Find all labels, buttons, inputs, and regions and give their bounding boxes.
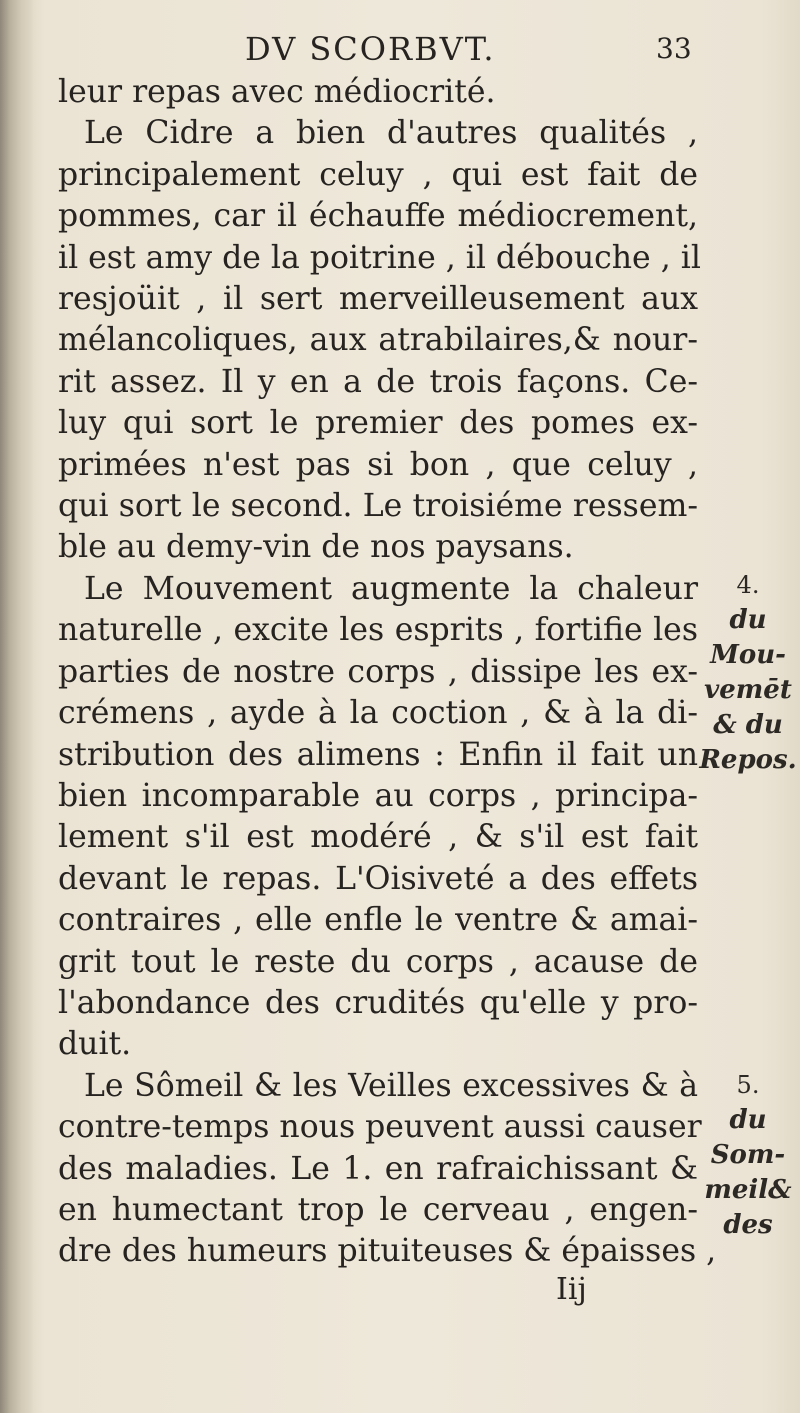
text-line: qui sort le second. Le troisiéme ressem- (58, 488, 698, 525)
text-line: leur repas avec médiocrité. (58, 74, 496, 110)
text-line: des maladies. Le 1. en rafraichissant & (58, 1150, 698, 1187)
running-head-title: DV SCORBVT. (245, 30, 496, 68)
side-note-line: meil& (704, 1175, 792, 1205)
side-note-line: Repos. (699, 745, 797, 775)
side-note-mouvement (698, 568, 798, 778)
text-line: mélancoliques, aux atrabilaires,& nour- (58, 322, 698, 359)
text-line: Le Sômeil & les Veilles excessives & à (84, 1067, 698, 1104)
text-line: dre des humeurs pituiteuses & épaisses , (58, 1233, 717, 1270)
paragraph-continuation (58, 72, 698, 113)
text-line: pommes, car il échauffe médiocrement, (58, 198, 698, 235)
page-number: 33 (656, 32, 692, 65)
paragraph-someil (58, 1066, 717, 1273)
text-line: en humectant trop le cerveau , engen- (58, 1191, 698, 1228)
text-line: contraires , elle enfle le ventre & amai- (58, 902, 698, 939)
side-note-someil (698, 1068, 798, 1243)
text-line: parties de nostre corps , dissipe les ex- (58, 653, 698, 690)
side-note-line: vemēt (704, 675, 792, 705)
side-note-line: du (729, 1105, 767, 1135)
side-note-line: Mou- (710, 640, 786, 670)
text-line: rit assez. Il y en a de trois façons. Ce- (58, 363, 698, 400)
text-line: contre-temps nous peuvent aussi causer (58, 1109, 702, 1146)
running-head (0, 30, 800, 70)
side-note-line: & du (713, 710, 783, 740)
text-line: l'abondance des crudités qu'elle y pro- (58, 984, 698, 1021)
text-line: crémens , ayde à la coction , & à la di- (58, 695, 698, 732)
side-note-number: 4. (736, 571, 760, 599)
text-line: stribution des alimens : Enfin il fait un (58, 736, 698, 773)
side-note-number: 5. (736, 1071, 760, 1099)
text-line: duit. (58, 1026, 132, 1063)
signature-mark: Iij (556, 1272, 587, 1307)
text-line: principalement celuy , qui est fait de (58, 156, 698, 193)
text-line: Le Mouvement augmente la chaleur (84, 570, 698, 607)
text-line: grit tout le reste du corps , acause de (58, 943, 698, 980)
paragraph-cidre (58, 113, 701, 568)
text-line: luy qui sort le premier des pomes ex- (58, 405, 698, 442)
text-line: lement s'il est modéré , & s'il est fait (58, 819, 698, 856)
side-note-line: des (723, 1210, 773, 1240)
text-line: bien incomparable au corps , principa- (58, 777, 698, 814)
text-line: resjoüit , il sert merveilleusement aux (58, 281, 698, 318)
side-note-line: Som- (710, 1140, 786, 1170)
text-line: devant le repas. L'Oisiveté a des effets (58, 860, 698, 897)
text-line: Le Cidre a bien d'autres qualités , (84, 115, 698, 152)
text-line: naturelle , excite les esprits , fortifie les (58, 612, 698, 649)
binding-gutter (0, 0, 34, 1413)
body-text (58, 72, 717, 1273)
paragraph-mouvement (58, 569, 698, 1066)
text-line: primées n'est pas si bon , que celuy , (58, 446, 698, 483)
text-line: ble au demy-vin de nos paysans. (58, 529, 574, 566)
text-line: il est amy de la poitrine , il débouche , il (58, 239, 701, 276)
side-note-line: du (729, 605, 767, 635)
